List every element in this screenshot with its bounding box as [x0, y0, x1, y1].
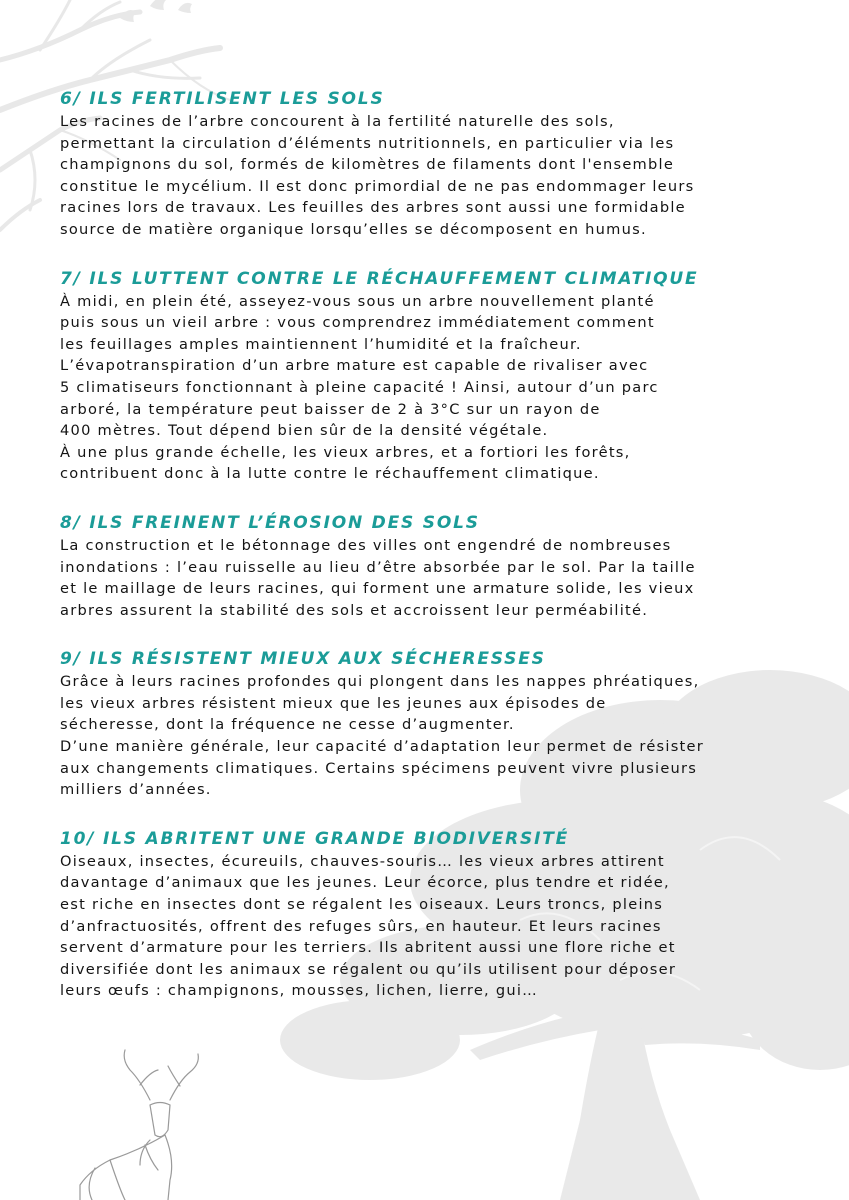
section-soil-erosion	[60, 512, 780, 621]
section-body	[60, 671, 780, 801]
section-title: 7/ ILS LUTTENT CONTRE LE RÉCHAUFFEMENT CLIMATIQUE	[60, 268, 699, 289]
section-title: 6/ ILS FERTILISENT LES SOLS	[60, 89, 385, 109]
body-line: arboré, la température peut baisser de 2 à 3°C sur un rayon de	[60, 400, 601, 418]
body-line: champignons du sol, formés de kilomètres de filaments dont l'ensemble	[60, 156, 675, 174]
body-line: Oiseaux, insectes, écureuils, chauves-souris… les vieux arbres attirent	[60, 852, 665, 870]
section-body	[60, 535, 780, 621]
body-line: sécheresse, dont la fréquence ne cesse d’augmenter.	[60, 716, 515, 734]
section-body	[60, 291, 780, 485]
body-line: source de matière organique lorsqu’elles se décomposent en humus.	[60, 220, 647, 238]
body-line: aux changements climatiques. Certains spécimens peuvent vivre plusieurs	[60, 759, 698, 777]
section-body	[60, 851, 780, 1002]
body-line: La construction et le bétonnage des villes ont engendré de nombreuses	[60, 536, 672, 554]
body-line: Les racines de l’arbre concourent à la fertilité naturelle des sols,	[60, 113, 615, 130]
body-line: Grâce à leurs racines profondes qui plongent dans les nappes phréatiques,	[60, 673, 700, 691]
body-line: est riche en insectes dont se régalent les oiseaux. Leurs troncs, pleins	[60, 896, 664, 914]
body-line: arbres assurent la stabilité des sols et accroissent leur perméabilité.	[60, 601, 649, 619]
body-line: diversifiée dont les animaux se régalent ou qu’ils utilisent pour déposer	[60, 960, 677, 978]
body-line: 400 mètres. Tout dépend bien sûr de la densité végétale.	[60, 422, 549, 440]
body-line: À midi, en plein été, asseyez-vous sous un arbre nouvellement planté	[60, 292, 655, 310]
body-line: les feuillages amples maintiennent l’humidité et la fraîcheur.	[60, 335, 582, 353]
body-line: puis sous un vieil arbre : vous comprendrez immédiatement comment	[60, 314, 655, 332]
body-line: servent d’armature pour les terriers. Ils abritent aussi une flore riche et	[60, 939, 676, 957]
deer-stag-sketch-illustration	[80, 1050, 198, 1200]
section-title: 8/ ILS FREINENT L’ÉROSION DES SOLS	[60, 512, 480, 533]
bird-silhouettes	[120, 0, 192, 22]
body-line: constitue le mycélium. Il est donc primordial de ne pas endommager leurs	[60, 177, 695, 195]
body-line: D’une manière générale, leur capacité d’adaptation leur permet de résister	[60, 738, 705, 756]
body-line: L’évapotranspiration d’un arbre mature est capable de rivaliser avec	[60, 357, 649, 375]
section-biodiversity	[60, 828, 780, 1002]
body-line: inondations : l’eau ruisselle au lieu d’être absorbée par le sol. Par la taille	[60, 558, 696, 576]
body-line: milliers d’années.	[60, 781, 212, 799]
section-fertilize-soils	[60, 88, 780, 241]
section-body	[60, 111, 780, 241]
body-line: 5 climatiseurs fonctionnant à pleine capacité ! Ainsi, autour d’un parc	[60, 378, 659, 396]
page-content	[60, 88, 780, 1029]
section-climate-warming	[60, 268, 780, 485]
body-line: permettant la circulation d’éléments nutritionnels, en particulier via les	[60, 134, 675, 152]
section-title: 10/ ILS ABRITENT UNE GRANDE BIODIVERSITÉ	[60, 828, 570, 849]
body-line: leurs œufs : champignons, mousses, lichen, lierre, gui…	[60, 982, 538, 1000]
body-line: À une plus grande échelle, les vieux arbres, et a fortiori les forêts,	[60, 443, 631, 461]
body-line: les vieux arbres résistent mieux que les jeunes aux épisodes de	[60, 694, 607, 712]
body-line: racines lors de travaux. Les feuilles des arbres sont aussi une formidable	[60, 199, 686, 217]
body-line: d’anfractuosités, offrent des refuges sûrs, en hauteur. Et leurs racines	[60, 917, 662, 935]
section-drought-resistance	[60, 648, 780, 801]
body-line: davantage d’animaux que les jeunes. Leur écorce, plus tendre et ridée,	[60, 874, 670, 892]
section-title: 9/ ILS RÉSISTENT MIEUX AUX SÉCHERESSES	[60, 649, 546, 670]
body-line: et le maillage de leurs racines, qui forment une armature solide, les vieux	[60, 580, 695, 598]
body-line: contribuent donc à la lutte contre le réchauffement climatique.	[60, 465, 600, 483]
